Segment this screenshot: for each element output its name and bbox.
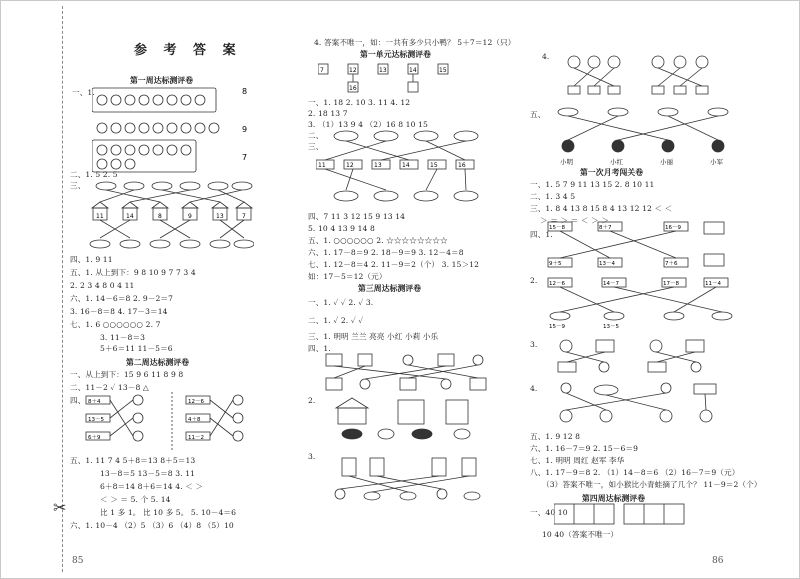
gift-label-5: 13－4 [599, 261, 615, 267]
child-name-3: 小丽 [660, 158, 673, 166]
c1-line-16: 6＋8＝14 8＋6＝14 4. ＜ ＞ [100, 482, 204, 491]
kids-toys-figure [546, 334, 736, 378]
c1-line-13: 四、 [70, 396, 86, 405]
friends-matching-figure [546, 380, 736, 426]
number-stack-figure [318, 60, 498, 100]
c2-line-3: 2. 18 13 7 [308, 109, 348, 118]
fish-label-3: 17－8 [663, 281, 679, 287]
c2-line-5: 二、 [308, 131, 324, 140]
scissors-icon: ✂ [53, 498, 67, 517]
house-label-1: 11 [96, 213, 104, 220]
animals-chairs-figure [322, 454, 492, 514]
fruit-count-3: 7 [242, 153, 248, 162]
q1-label: 一、1. [72, 88, 95, 97]
house-label-2: 14 [126, 213, 134, 220]
house-label-4: 9 [188, 213, 192, 220]
week2-heading: 第二周达标测评卷 [126, 358, 190, 367]
stack-label-6: 16 [349, 85, 357, 92]
c3-line-18: 10 40（答案不唯一） [542, 530, 619, 539]
c2-line-17: 四、1. [308, 344, 331, 353]
stack-label-2: 12 [349, 67, 357, 74]
c3-line-7: 四、1. [530, 230, 553, 239]
car-box-4: 14 [402, 162, 410, 169]
gift-matching-figure [544, 210, 744, 274]
child-name-1: 小明 [560, 158, 573, 166]
c2-line-11: 七、1. 12－8＝4 2. 11－9＝2（个） 3. 15＞12 [308, 260, 480, 269]
c1-line-7: 七、1. 6 ○○○○○○ 2. 7 [70, 320, 161, 329]
gift-label-4: 9＋5 [549, 261, 562, 267]
gift-label-3: 16－9 [665, 225, 681, 231]
bunny-matching-figure [82, 392, 262, 454]
left-page-number: 85 [72, 556, 84, 566]
c3-line-8: 2. [530, 276, 538, 285]
child-name-4: 小军 [710, 158, 723, 166]
c2-line-0: 4. 答案不唯一，如：一共有多少只小鸭？ 5＋7＝12（只） [314, 38, 516, 47]
house-label-6: 7 [242, 213, 246, 220]
match-label-2: 13－5 [88, 417, 104, 423]
c3-line-15: （3）答案不唯一，如小猴比小青蛙摘了几个？ 11－9＝2（个） [542, 480, 762, 489]
stack-label-5: 15 [439, 67, 447, 74]
answer-key-title: 参 考 答 案 [134, 43, 242, 58]
match-label-4: 12－6 [188, 399, 204, 405]
c1-line-17: ＜ ＞ ＝ 5. 个 5. 14 [100, 495, 171, 504]
c1-line-8: 3. 11－8＝3 [100, 333, 146, 342]
gift-label-2: 8＋7 [599, 225, 612, 231]
fish-label-4: 11－4 [705, 281, 721, 287]
gift-label-6: 7＋6 [665, 261, 678, 267]
week3-heading: 第三周达标测评卷 [358, 284, 422, 293]
week4-heading: 第四周达标测评卷 [582, 494, 646, 503]
c1-line-18: 比 1 多 1。 比 10 多 5。 5. 10－4＝6 [100, 508, 237, 517]
c1-line-6: 3. 16－8＝8 4. 17－3＝14 [70, 307, 168, 316]
c2-line-12: 如：17－5＝12（元） [308, 272, 387, 281]
c2-line-18: 2. [308, 396, 316, 405]
children-matching-figure [554, 52, 734, 98]
c1-line-0: 二、1. 5 2. 5 [70, 170, 118, 179]
stack-label-4: 14 [409, 67, 417, 74]
c2-line-16: 三、1. 明明 兰兰 亮亮 小红 小莉 小乐 [308, 332, 439, 341]
c1-line-19: 六、1. 10－4 （2）5 （3）6 （4）8 （5）10 [70, 521, 234, 530]
fish-label-2: 14－7 [603, 281, 619, 287]
car-box-6: 16 [458, 162, 466, 169]
fruit-count-2: 9 [242, 125, 248, 134]
right-page-number: 86 [712, 556, 724, 566]
c2-line-19: 3. [308, 452, 316, 461]
c3-line-17: 一、40 10 [530, 508, 568, 517]
car-box-3: 13 [374, 162, 382, 169]
c1-line-9: 5＋6＝11 11－5＝6 [100, 344, 173, 353]
c2-line-6: 三、 [308, 142, 324, 151]
c3-line-10: 4. [530, 384, 538, 393]
c1-line-12: 二、11－2 ✓ 13－8 △ [70, 383, 149, 392]
c2-line-4: 3. （1）13 9 4 （2）16 8 10 15 [308, 120, 428, 129]
c2-line-9: 五、1. ○○○○○○ 2. ☆☆☆☆☆☆☆☆ [308, 236, 448, 245]
c3-line-4: 二、1. 3 4 5 [530, 192, 576, 201]
match-label-6: 11－2 [188, 435, 204, 441]
fish-label-6: 13－5 [603, 324, 619, 330]
car-matching-figure [316, 128, 496, 212]
c3-line-0: 4. [542, 52, 550, 61]
c1-line-2: 四、1. 9 11 [70, 255, 113, 264]
c3-line-12: 六、1. 16－7＝9 2. 15－6＝9 [530, 444, 639, 453]
car-box-5: 15 [430, 162, 438, 169]
c3-line-9: 3. [530, 340, 538, 349]
c1-line-3: 五、1. 从上到下：9 8 10 9 7 7 3 4 [70, 268, 196, 277]
c2-line-2: 一、1. 18 2. 10 3. 11 4. 12 [308, 98, 411, 107]
house-label-5: 13 [216, 213, 224, 220]
c2-line-10: 六、1. 17－8＝9 2. 18－9＝9 3. 12－4＝8 [308, 248, 464, 257]
child-name-2: 小红 [610, 158, 623, 166]
c3-line-6: ＞ ＝ ＞ ＝ ＜ ＞ ＞ [540, 216, 609, 225]
c3-line-14: 八、1. 17－9＝8 2. （1）14－8＝6 （2）16－7＝9（元） [530, 468, 740, 477]
c3-line-13: 七、1. 明明 周红 赵军 李华 [530, 456, 625, 465]
cut-line [62, 6, 63, 572]
unit1-heading: 第一单元达标测评卷 [360, 50, 432, 59]
fruit-grid-figure [92, 84, 262, 176]
match-label-3: 6＋9 [88, 435, 101, 441]
stack-label-3: 13 [379, 67, 387, 74]
c3-line-3: 一、1. 5 7 9 11 13 15 2. 8 10 11 [530, 180, 655, 189]
match-label-5: 4＋8 [188, 417, 201, 423]
car-box-1: 11 [318, 162, 326, 169]
fish-matching-figure [544, 272, 744, 332]
c2-line-14: 一、1. ✓ ✓ 2. ✓ 3. [308, 298, 374, 307]
monthly-test-heading: 第一次月考闯关卷 [580, 168, 644, 177]
c1-line-15: 13－8＝5 13－5＝8 3. 11 [100, 469, 196, 478]
c3-line-5: 三、1. 8 4 13 8 15 8 4 13 12 12 ＜ ＜ [530, 204, 673, 213]
c1-line-1: 三、 [70, 181, 86, 190]
c1-line-11: 一、从上到下：15 9 6 11 8 9 8 [70, 370, 184, 379]
bird-children-figure [548, 104, 738, 170]
c2-line-8: 5. 10 4 13 9 14 8 [308, 224, 375, 233]
house-animal-figure [322, 394, 492, 442]
money-grid-figure [554, 502, 704, 526]
stack-label-1: 7 [320, 67, 324, 74]
c1-line-4: 2. 2 3 4 8 0 4 11 [70, 281, 135, 290]
c2-line-7: 四、7 11 3 12 15 9 13 14 [308, 212, 406, 221]
people-matching-figure [318, 350, 498, 394]
fruit-count-1: 8 [242, 87, 248, 96]
c1-line-14: 五、1. 11 7 4 5＋8＝13 8＋5＝13 [70, 456, 196, 465]
car-box-2: 12 [346, 162, 354, 169]
fish-label-1: 12－6 [549, 281, 565, 287]
c2-line-15: 二、1. ✓ 2. ✓ ✓ [308, 316, 364, 325]
c3-line-11: 五、1. 9 12 8 [530, 432, 581, 441]
fish-label-5: 15－9 [549, 324, 565, 330]
gift-label-1: 15－8 [549, 225, 565, 231]
house-label-3: 8 [158, 213, 162, 220]
car-house-matching-figure [84, 178, 254, 252]
c1-line-5: 六、1. 14－6＝8 2. 9－2＝7 [70, 294, 174, 303]
week1-heading: 第一周达标测评卷 [130, 76, 194, 85]
match-label-1: 8＋4 [88, 399, 101, 405]
c3-line-1: 五、 [530, 110, 546, 119]
